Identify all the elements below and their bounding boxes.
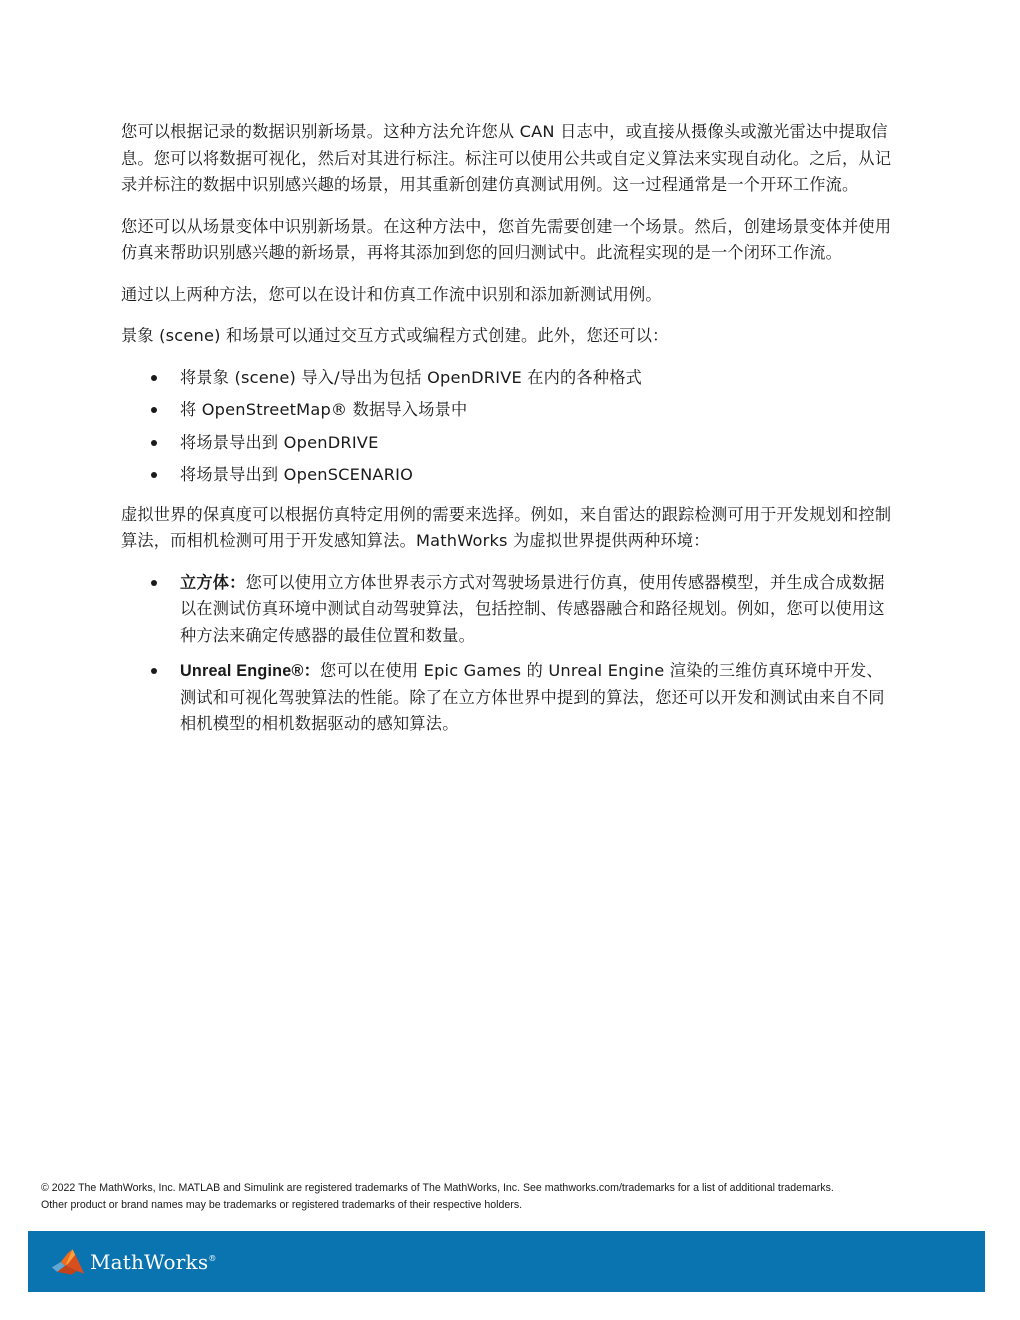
bullet-icon [151,472,157,478]
paragraph-scenario-from-data: 您可以根据记录的数据识别新场景。这种方法允许您从 CAN 日志中，或直接从摄像头或激光雷达中提取信息。您可以将数据可视化，然后对其进行标注。标注可以使用公共或自定义算法来实现自动化。之后，从记录并标注的数据中识别感兴趣的场景，用其重新创建仿真测试用例。这一过程通常是一个开环工作流。 [121,122,892,194]
list-item: 将场景导出到 OpenSCENARIO [121,462,897,489]
paragraph-summary: 通过以上两种方法，您可以在设计和仿真工作流中识别和添加新测试用例。 [121,284,662,304]
logo-wordmark: MathWorks® [90,1250,217,1274]
bullet-icon [151,440,157,446]
mathworks-logo [50,1243,217,1281]
paragraph-scenario-variants: 您还可以从场景变体中识别新场景。在这种方法中，您首先需要创建一个场景。然后，创建场景变体并使用仿真来帮助识别感兴趣的新场景，再将其添加到您的回归测试中。此流程实现的是一个闭环工作流。 [121,216,892,262]
paragraph-scene-creation: 景象 (scene) 和场景可以通过交互方式或编程方式创建。此外，您还可以： [121,326,669,345]
term-cuboid: 立方体： [180,573,246,592]
paragraph-virtual-world-fidelity: 虚拟世界的保真度可以根据仿真特定用例的需要来选择。例如，来自雷达的跟踪检测可用于开发规划和控制算法，而相机检测可用于开发感知算法。MathWorks 为虚拟世界提供两种环境： [121,504,892,550]
list-item: 将景象 (scene) 导入/导出为包括 OpenDRIVE 在内的各种格式 [121,365,897,392]
capabilities-list [121,365,897,489]
term-unreal-engine: Unreal Engine®： [180,662,320,680]
bullet-icon [151,580,157,586]
document-body [121,119,897,751]
bullet-icon [151,668,157,674]
list-item: 将场景导出到 OpenDRIVE [121,430,897,457]
list-item-cuboid [121,570,897,650]
copyright-notice [41,1180,991,1214]
bullet-icon [151,407,157,413]
membrane-logo-icon [50,1244,86,1280]
list-item-unreal-engine [121,658,897,738]
copyright-line-2: Other product or brand names may be trademarks or registered trademarks of their respective holders. [41,1199,523,1211]
list-item: 将 OpenStreetMap® 数据导入场景中 [121,397,897,424]
copyright-line-1: © 2022 The MathWorks, Inc. MATLAB and Simulink are registered trademarks of The MathWorks, Inc. See mathworks.com/trademarks for a list of additional trademarks. [41,1182,834,1194]
description-cuboid: 您可以使用立方体世界表示方式对驾驶场景进行仿真，使用传感器模型，并生成合成数据以在测试仿真环境中测试自动驾驶算法，包括控制、传感器融合和路径规划。例如，您可以使用这种方法来确定传感器的最佳位置和数量。 [180,572,885,645]
environments-list [121,570,897,738]
description-unreal-engine: 您可以在使用 Epic Games 的 Unreal Engine 渲染的三维仿真环境中开发、测试和可视化驾驶算法的性能。除了在立方体世界中提到的算法，您还可以开发和测试由来自不同相机模型的相机数据驱动的感知算法。 [180,661,885,733]
bullet-icon [151,375,157,381]
footer-band [28,1231,985,1292]
